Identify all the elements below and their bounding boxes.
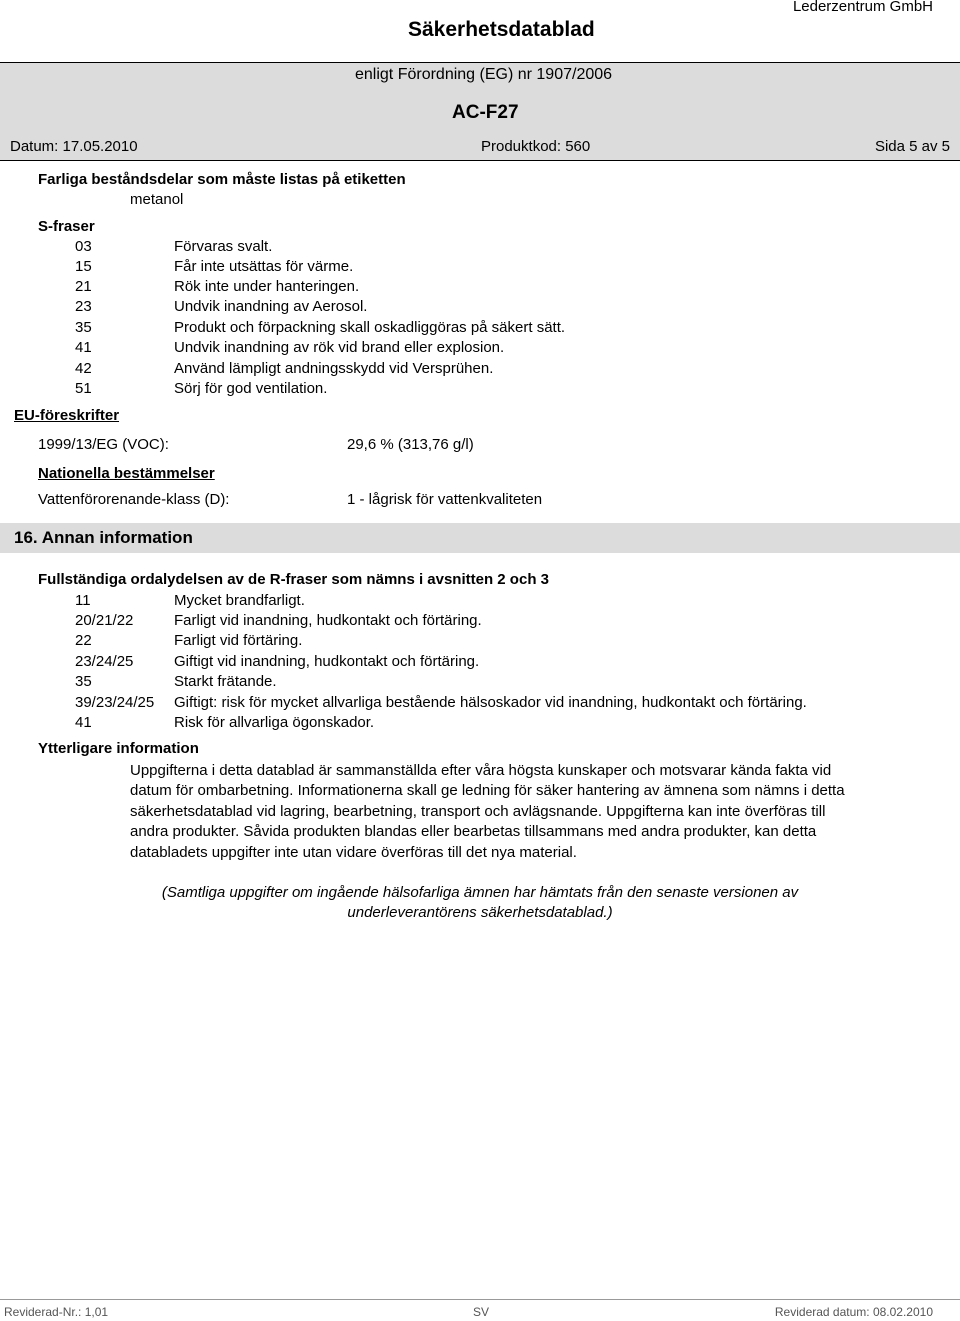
r-phrase-text: Giftigt vid inandning, hudkontakt och förtäring.: [174, 653, 480, 670]
r-phrase-text: Mycket brandfarligt.: [174, 592, 305, 609]
s-phrase-code: 42: [75, 360, 92, 377]
document-title: Säkerhetsdatablad: [408, 18, 595, 41]
hazardous-component: metanol: [130, 191, 184, 208]
r-phrase-text: Farligt vid inandning, hudkontakt och förtäring.: [174, 612, 482, 629]
s-phrase-text: Använd lämpligt andningsskydd vid Versprühen.: [174, 360, 494, 377]
s-phrase-code: 23: [75, 298, 92, 315]
r-phrases-heading: Fullständiga ordalydelsen av de R-fraser som nämns i avsnitten 2 och 3: [38, 571, 549, 588]
header-bottom-rule: [0, 160, 960, 161]
language-code: SV: [473, 1305, 490, 1319]
source-note: (Samtliga uppgifter om ingående hälsofarliga ämnen har hämtats från den senaste versionen av underleverantörens säkerhetsdatablad.): [161, 884, 799, 922]
revision-date: Reviderad datum: 08.02.2010: [774, 1305, 933, 1319]
r-phrase-text: Giftigt: risk för mycket allvarliga bestående hälsoskador vid inandning, hudkontakt och förtäring.: [174, 694, 807, 711]
r-phrase-code: 20/21/22: [75, 612, 134, 629]
water-hazard-value: 1 - lågrisk för vattenkvaliteten: [347, 491, 543, 508]
additional-info-heading: Ytterligare information: [38, 740, 199, 757]
r-phrase-code: 22: [75, 632, 92, 649]
header-top-rule: [0, 62, 960, 63]
water-hazard-label: Vattenförorenande-klass (D):: [38, 491, 230, 508]
r-phrase-text: Farligt vid förtäring.: [174, 632, 303, 649]
eu-regulations-heading: EU-föreskrifter: [14, 407, 120, 424]
regulation-line: enligt Förordning (EG) nr 1907/2006: [355, 66, 613, 83]
hazardous-components-heading: Farliga beståndsdelar som måste listas på etiketten: [38, 171, 406, 188]
s-phrase-text: Rök inte under hanteringen.: [174, 278, 360, 295]
document-date: Datum: 17.05.2010: [10, 138, 138, 155]
product-code: Produktkod: 560: [481, 138, 591, 155]
page-number: Sida 5 av 5: [874, 138, 950, 155]
r-phrase-code: 23/24/25: [75, 653, 134, 670]
r-phrase-code: 39/23/24/25: [75, 694, 155, 711]
r-phrase-code: 41: [75, 714, 92, 731]
voc-label: 1999/13/EG (VOC):: [38, 436, 169, 453]
additional-info-text: Uppgifterna i detta datablad är sammanställda efter våra högsta kunskaper och motsvarar kända fakta vid datum för ombarbetning. Informationerna skall ge ledning för säker hantering av ämnena som nämns i detta säkerhetsdatablad vid lagring, bearbetning, transport och avlägsnande. Uppgifterna kan inte överföras till andra produkter. Såvida produkten blandas eller bearbetas tillsammans med andra produkter, kan detta databladets uppgifter inte utan vidare överföras till det nya material.: [130, 762, 845, 861]
s-phrase-code: 03: [75, 238, 92, 255]
national-regulations-heading: Nationella bestämmelser: [38, 465, 215, 482]
s-phrase-code: 21: [75, 278, 92, 295]
s-phrase-text: Produkt och förpackning skall oskadliggöras på säkert sätt.: [174, 319, 566, 336]
s-phrase-text: Undvik inandning av rök vid brand eller explosion.: [174, 339, 505, 356]
r-phrase-text: Starkt frätande.: [174, 673, 277, 690]
s-phrase-text: Sörj för god ventilation.: [174, 380, 328, 397]
r-phrase-code: 35: [75, 673, 92, 690]
voc-value: 29,6 % (313,76 g/l): [347, 436, 474, 453]
s-phrase-text: Förvaras svalt.: [174, 238, 273, 255]
s-phrase-text: Undvik inandning av Aerosol.: [174, 298, 368, 315]
r-phrase-code: 11: [75, 592, 91, 609]
r-phrase-text: Risk för allvarliga ögonskador.: [174, 714, 375, 731]
company-name: Lederzentrum GmbH: [792, 0, 933, 15]
product-name: AC-F27: [452, 102, 519, 123]
s-phrase-code: 41: [75, 339, 92, 356]
s-phrase-code: 15: [75, 258, 92, 275]
s-phrase-code: 51: [75, 380, 92, 397]
s-phrase-code: 35: [75, 319, 92, 336]
section-16-title: 16. Annan information: [14, 528, 193, 547]
footer-rule: [0, 1299, 960, 1300]
s-phrases-heading: S-fraser: [38, 218, 95, 235]
s-phrase-text: Får inte utsättas för värme.: [174, 258, 354, 275]
revision-number: Reviderad-Nr.: 1,01: [4, 1305, 109, 1319]
